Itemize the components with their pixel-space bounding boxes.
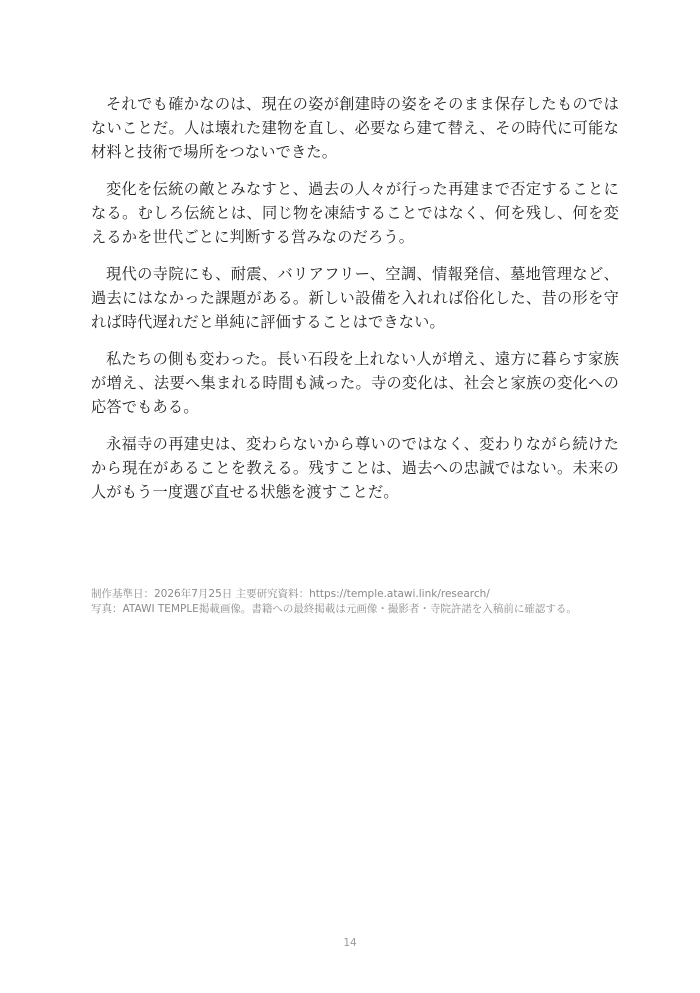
paragraph: 現代の寺院にも、耐震、バリアフリー、空調、情報発信、墓地管理など、過去にはなかった課題がある。新しい設備を入れれば俗化した、昔の形を守れば時代遅れだと単純に評価することはできない。: [91, 265, 619, 331]
paragraph: 私たちの側も変わった。長い石段を上れない人が増え、遠方に暮らす家族が増え、法要へ集まれる時間も減った。寺の変化は、社会と家族の変化への応答でもある。: [91, 350, 619, 416]
page-number: 14: [343, 937, 357, 949]
paragraph: 変化を伝統の敵とみなすと、過去の人々が行った再建まで否定することになる。むしろ伝統とは、同じ物を凍結することではなく、何を残し、何を変えるかを世代ごとに判断する営みなのだろう。: [91, 180, 619, 246]
photo-credit-note: 写真：ATAWI TEMPLE掲載画像。書籍への最終掲載は元画像・撮影者・寺院許諾を入稿前に確認する。: [91, 603, 577, 615]
production-note: 制作基準日：2026年7月25日 主要研究資料：https://temple.atawi.link/research/: [91, 588, 490, 600]
body-text: [91, 92, 619, 517]
paragraph: 永福寺の再建史は、変わらないから尊いのではなく、変わりながら続けたから現在があることを教える。残すことは、過去への忠誠ではない。未来の人がもう一度選び直せる状態を渡すことだ。: [91, 435, 619, 501]
footnotes: [91, 587, 609, 617]
paragraph: それでも確かなのは、現在の姿が創建時の姿をそのまま保存したものではないことだ。人は壊れた建物を直し、必要なら建て替え、その時代に可能な材料と技術で場所をつないできた。: [91, 95, 619, 161]
